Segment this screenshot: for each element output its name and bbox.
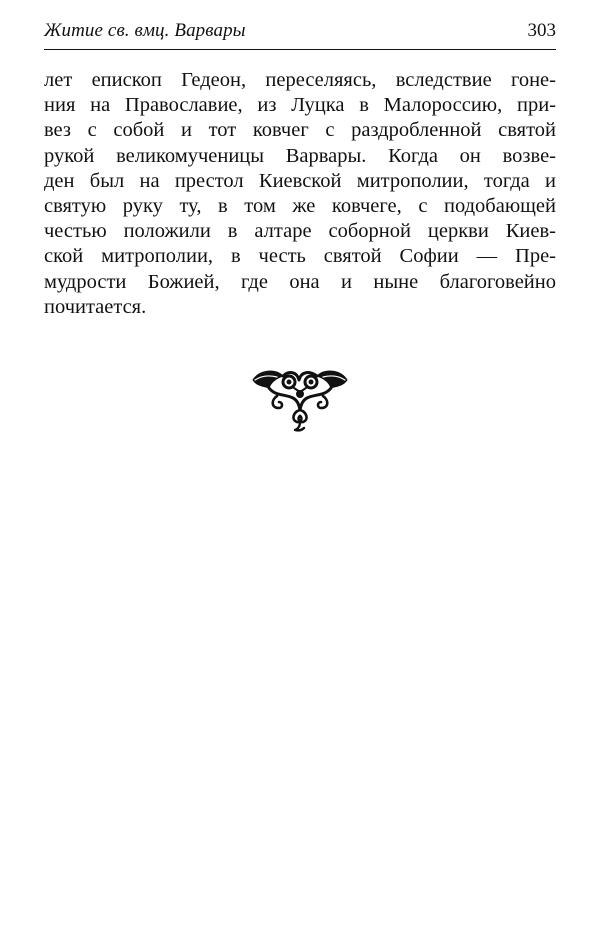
text-line: ской митрополии, в честь святой Софии — Пре- — [44, 245, 556, 268]
text-line-last: почитается. — [44, 295, 147, 318]
text-line: святую руку ту, в том же ковчеге, с подобающей — [44, 194, 556, 217]
text-line: рукой великомученицы Варвары. Когда он возве- — [44, 144, 556, 167]
text-line: лет епископ Гедеон, переселяясь, вследствие гоне- — [44, 69, 556, 91]
floral-vignette-icon — [249, 366, 351, 432]
text-line: вез с собой и тот ковчег с раздробленной святой — [44, 119, 556, 142]
running-title: Житие св. вмц. Варвары — [44, 20, 246, 41]
text-line: ден был на престол Киевской митрополии, тогда и — [44, 169, 556, 192]
text-line: честью положили в алтаре соборной церкви Киев- — [44, 220, 556, 243]
header-rule — [44, 49, 556, 50]
running-head — [44, 18, 556, 44]
text-line: ния на Православие, из Луцка в Малороссию, при- — [44, 94, 556, 117]
text-line: мудрости Божией, где она и ныне благоговейно — [44, 270, 556, 293]
floral-vignette-svg — [249, 366, 351, 432]
page-number: 303 — [527, 20, 556, 41]
body-text — [44, 68, 556, 320]
